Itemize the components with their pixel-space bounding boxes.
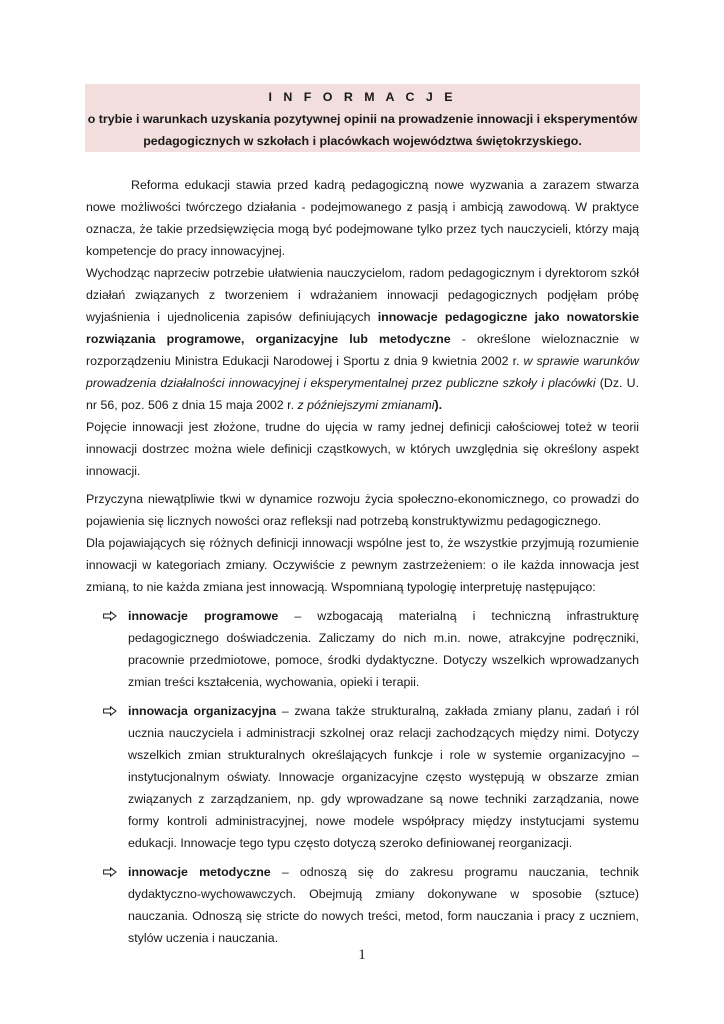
paragraph-2-bold: innowacje pedagogiczne jako nowatorskie rozwiązania programowe, organizacyjne lub metodyczne <box>86 310 639 346</box>
document-subtitle-line-1: o trybie i warunkach uzyskania pozytywnej opinii na prowadzenie innowacji i eksperymentów <box>87 112 638 126</box>
paragraph-2-italic: w sprawie warunków prowadzenia działalności innowacyjnej i eksperymentalnej przez publiczne szkoły i placówki <box>86 354 639 390</box>
paragraph-1: Reforma edukacji stawia przed kadrą pedagogiczną nowe wyzwania a zarazem stwarza nowe możliwości twórczego działania - podejmowanego z pasją i ambicją zawodową. W praktyce oznacza, że takie przedsięwzięcia mogą być podejmowane tylko przez tych nauczycieli, którzy mają kompetencje do pracy innowacyjnej. <box>86 178 639 258</box>
paragraph-2-end: ). <box>434 398 443 412</box>
header-box <box>85 84 640 152</box>
paragraph-2-italic: z późniejszymi zmianami <box>297 398 435 412</box>
list-item-term: innowacja organizacyjna <box>128 704 277 718</box>
body-text <box>86 174 639 956</box>
paragraph-2-text: (Dz. U. nr 56, poz. 506 z dnia 15 maja 2002 r. <box>86 376 639 412</box>
list-item-text: – odnoszą się do zakresu programu nauczania, technik dydaktyczno-wychowawczych. Obejmują zmiany dokonywane w sposobie (sztuce) nauczania. Odnoszą się stricte do nowych treści, metod, form nauczania i pracy z uczniem, stylów uczenia i nauczania. <box>128 865 639 945</box>
list-item <box>86 605 639 693</box>
paragraph-3: Pojęcie innowacji jest złożone, trudne do ujęcia w ramy jednej definicji całościowej toteż w teorii innowacji dostrzec można wiele definicji cząstkowych, w których uwzględnia się określony aspekt innowacji. <box>86 420 639 478</box>
list-item-term: innowacje programowe <box>128 609 279 623</box>
list-item <box>86 861 639 949</box>
document-title: I N F O R M A C J E <box>268 90 457 104</box>
paragraph-2 <box>86 262 639 416</box>
paragraph-4: Przyczyna niewątpliwie tkwi w dynamice rozwoju życia społeczno-ekonomicznego, co prowadzi do pojawienia się licznych nowości oraz refleksji nad potrzebą konstruktywizmu pedagogicznego. <box>86 492 639 528</box>
list-item-text: – zwana także strukturalną, zakłada zmiany planu, zadań i ról ucznia nauczyciela i administracji szkolnej oraz relacji zachodzących między nimi. Dotyczy wszelkich zmian strukturalnych określających funkcje i role w systemie organizacyjno – instytucjonalnym oświaty. Innowacje organizacyjne często występują w obszarze zmian związanych z zarządzaniem, np. gdy wprowadzane są nowe techniki zarządzania, nowe formy kontroli administracyjnej, nowe modele współpracy między instytucjami systemu edukacji. Innowacje tego typu często dotyczą szeroko definiowanej reorganizacji. <box>128 704 639 850</box>
outlined-right-arrow-icon <box>103 861 121 883</box>
innovation-types-list <box>86 605 639 949</box>
paragraph-2-text: - określone wieloznacznie w rozporządzeniu Ministra Edukacji Narodowej i Sportu z dnia 9 kwietnia 2002 r. <box>86 332 639 368</box>
page-number: 1 <box>358 947 366 963</box>
paragraph-2-text: Wychodząc naprzeciw potrzebie ułatwienia nauczycielom, radom pedagogicznym i dyrektorom szkół działań związanych z tworzeniem i wdrażaniem innowacji pedagogicznych podjęłam próbę wyjaśnienia i ujednolicenia zapisów definiujących <box>86 266 639 324</box>
list-item-text: – wzbogacają materialną i techniczną infrastrukturę pedagogicznego doświadczenia. Zaliczamy do nich m.in. nowe, atrakcyjne podręczniki, pracownie przedmiotowe, pomoce, środki dydaktyczne. Dotyczy wszelkich wprowadzanych zmian treści kształcenia, wychowania, opieki i terapii. <box>128 609 639 689</box>
outlined-right-arrow-icon <box>103 700 121 722</box>
list-item <box>86 700 639 854</box>
list-item-term: innowacje metodyczne <box>128 865 271 879</box>
outlined-right-arrow-icon <box>103 605 121 627</box>
document-subtitle-line-2: pedagogicznych w szkołach i placówkach województwa świętokrzyskiego. <box>143 134 582 148</box>
paragraph-5: Dla pojawiających się różnych definicji innowacji wspólne jest to, że wszystkie przyjmują rozumienie innowacji w kategoriach zmiany. Oczywiście z pewnym zastrzeżeniem: o ile każda innowacja jest zmianą, to nie każda zmiana jest innowacją. Wspomnianą typologię interpretuję następująco: <box>86 536 639 594</box>
